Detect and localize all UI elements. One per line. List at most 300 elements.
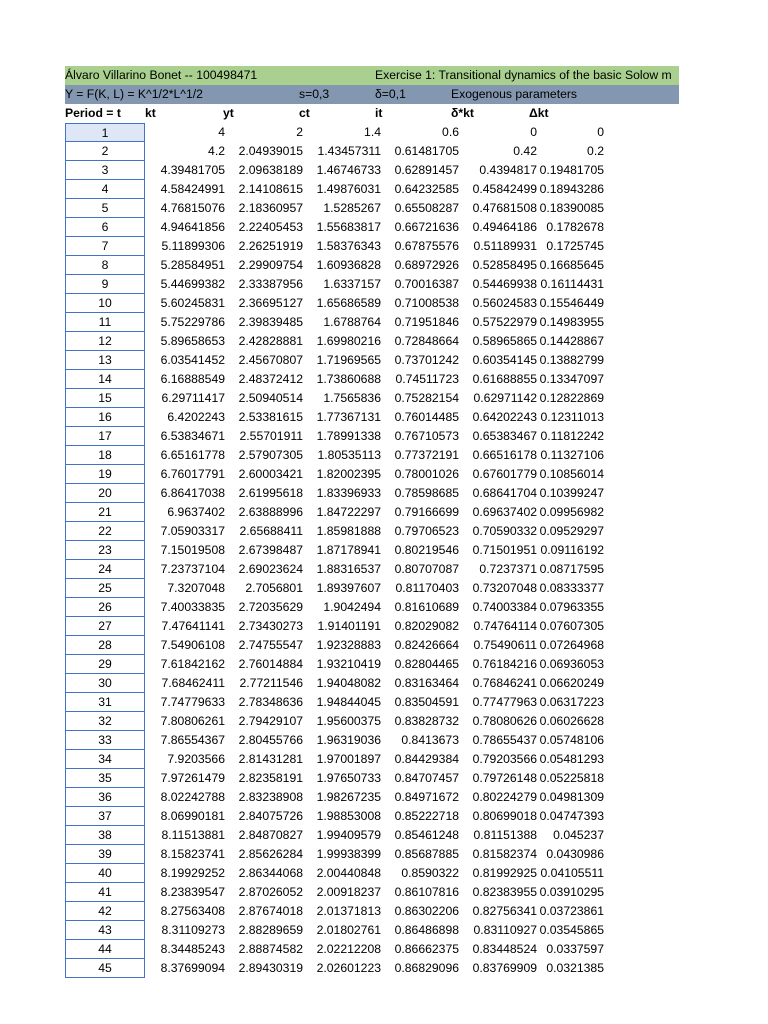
cell-change-kt[interactable]: 0.14983955 — [539, 315, 604, 329]
cell-it[interactable]: 0.71951846 — [394, 315, 459, 329]
cell-it[interactable]: 0.6 — [442, 125, 459, 139]
cell-kt[interactable]: 7.3207048 — [167, 581, 225, 595]
cell-kt[interactable]: 6.53834671 — [160, 429, 225, 443]
cell-kt[interactable]: 7.47641141 — [161, 619, 225, 633]
cell-kt[interactable]: 7.54906108 — [160, 638, 225, 652]
cell-period[interactable]: 25 — [65, 579, 145, 598]
cell-change-kt[interactable]: 0.18390085 — [539, 201, 604, 215]
cell-delta-kt[interactable]: 0.60354145 — [472, 353, 537, 367]
cell-change-kt[interactable]: 0.04981309 — [539, 790, 604, 804]
cell-it[interactable]: 0.85687885 — [394, 847, 459, 861]
cell-delta-kt[interactable]: 0.83110927 — [473, 923, 537, 937]
cell-ct[interactable]: 1.6337157 — [323, 277, 381, 291]
cell-it[interactable]: 0.79706523 — [394, 524, 459, 538]
cell-delta-kt[interactable]: 0.54469938 — [472, 277, 537, 291]
cell-it[interactable]: 0.79166699 — [394, 505, 459, 519]
cell-kt[interactable]: 6.4202243 — [167, 410, 225, 424]
cell-yt[interactable]: 2.26251919 — [238, 239, 303, 253]
cell-kt[interactable]: 8.15823741 — [160, 847, 225, 861]
cell-it[interactable]: 0.70016387 — [394, 277, 459, 291]
cell-yt[interactable]: 2.57907305 — [238, 448, 303, 462]
cell-change-kt[interactable]: 0.03910295 — [539, 885, 604, 899]
cell-change-kt[interactable]: 0.14428867 — [539, 334, 604, 348]
cell-delta-kt[interactable]: 0.7237371 — [479, 562, 537, 576]
cell-period[interactable]: 37 — [65, 807, 145, 826]
cell-yt[interactable]: 2.39839485 — [238, 315, 303, 329]
cell-change-kt[interactable]: 0.06317223 — [539, 695, 604, 709]
cell-delta-kt[interactable]: 0.82383955 — [472, 885, 537, 899]
cell-ct[interactable]: 1.78991338 — [316, 429, 381, 443]
cell-kt[interactable]: 8.37699094 — [160, 961, 225, 975]
cell-period[interactable]: 43 — [65, 921, 145, 940]
cell-delta-kt[interactable]: 0.47681508 — [472, 201, 537, 215]
cell-kt[interactable]: 6.16888549 — [160, 372, 225, 386]
cell-ct[interactable]: 1.98853008 — [316, 809, 381, 823]
cell-period[interactable]: 45 — [65, 959, 145, 978]
cell-change-kt[interactable]: 0.04747393 — [539, 809, 604, 823]
cell-period[interactable]: 15 — [65, 389, 145, 408]
cell-ct[interactable]: 1.6788764 — [323, 315, 381, 329]
cell-it[interactable]: 0.8413673 — [401, 733, 459, 747]
cell-yt[interactable]: 2.7056801 — [245, 581, 303, 595]
cell-change-kt[interactable]: 0.04105511 — [540, 866, 604, 880]
cell-kt[interactable]: 7.15019508 — [160, 543, 225, 557]
cell-kt[interactable]: 5.60245831 — [160, 296, 225, 310]
cell-delta-kt[interactable]: 0.45842499 — [472, 182, 537, 196]
cell-change-kt[interactable]: 0.13347097 — [539, 372, 604, 386]
cell-ct[interactable]: 1.87178941 — [316, 543, 381, 557]
cell-it[interactable]: 0.83163464 — [394, 676, 459, 690]
cell-change-kt[interactable]: 0.11812242 — [540, 429, 604, 443]
cell-kt[interactable]: 5.75229786 — [160, 315, 225, 329]
cell-period[interactable]: 11 — [65, 313, 145, 332]
header-it[interactable]: it — [375, 106, 383, 120]
cell-it[interactable]: 0.86107816 — [394, 885, 459, 899]
cell-kt[interactable]: 5.89658653 — [160, 334, 225, 348]
cell-period[interactable]: 32 — [65, 712, 145, 731]
cell-yt[interactable]: 2.88874582 — [238, 942, 303, 956]
cell-change-kt[interactable]: 0.0321385 — [546, 961, 604, 975]
savings-rate-cell[interactable]: s=0,3 — [299, 87, 330, 101]
cell-it[interactable]: 0.86829096 — [394, 961, 459, 975]
cell-ct[interactable]: 1.99938399 — [316, 847, 381, 861]
cell-period[interactable]: 27 — [65, 617, 145, 636]
cell-kt[interactable]: 7.68462411 — [161, 676, 225, 690]
cell-period[interactable]: 28 — [65, 636, 145, 655]
cell-it[interactable]: 0.81170403 — [395, 581, 459, 595]
cell-it[interactable]: 0.71008538 — [394, 296, 459, 310]
cell-period[interactable]: 36 — [65, 788, 145, 807]
cell-yt[interactable]: 2.65688411 — [239, 524, 303, 538]
cell-kt[interactable]: 6.29711417 — [161, 391, 225, 405]
cell-change-kt[interactable]: 0.045237 — [553, 828, 604, 842]
cell-it[interactable]: 0.75282154 — [394, 391, 459, 405]
cell-ct[interactable]: 1.5285267 — [323, 201, 381, 215]
cell-ct[interactable]: 1.69980216 — [316, 334, 381, 348]
cell-delta-kt[interactable]: 0.58965865 — [472, 334, 537, 348]
cell-kt[interactable]: 5.11899306 — [161, 239, 225, 253]
cell-delta-kt[interactable]: 0.73207048 — [472, 581, 537, 595]
cell-yt[interactable]: 2.69023624 — [238, 562, 303, 576]
cell-kt[interactable]: 7.86554367 — [160, 733, 225, 747]
cell-kt[interactable]: 7.23737104 — [160, 562, 225, 576]
cell-it[interactable]: 0.85222718 — [394, 809, 459, 823]
cell-change-kt[interactable]: 0.07963355 — [539, 600, 604, 614]
cell-period[interactable]: 5 — [65, 199, 145, 218]
cell-change-kt[interactable]: 0.03723861 — [539, 904, 604, 918]
cell-it[interactable]: 0.77372191 — [394, 448, 459, 462]
cell-delta-kt[interactable]: 0.57522979 — [472, 315, 537, 329]
cell-period[interactable]: 2 — [65, 142, 145, 161]
cell-delta-kt[interactable]: 0 — [530, 125, 537, 139]
header-delta-kt[interactable]: δ*kt — [451, 106, 474, 120]
cell-period[interactable]: 12 — [65, 332, 145, 351]
cell-kt[interactable]: 7.05903317 — [160, 524, 225, 538]
cell-it[interactable]: 0.61481705 — [394, 144, 459, 158]
cell-change-kt[interactable]: 0.15546449 — [539, 296, 604, 310]
cell-period[interactable]: 31 — [65, 693, 145, 712]
cell-change-kt[interactable]: 0.1782678 — [546, 220, 604, 234]
cell-yt[interactable]: 2.09638189 — [238, 163, 303, 177]
cell-yt[interactable]: 2.33387956 — [238, 277, 303, 291]
exercise-title-cell[interactable]: Exercise 1: Transitional dynamics of the basic Solow m — [375, 68, 672, 82]
cell-change-kt[interactable]: 0 — [597, 125, 604, 139]
cell-yt[interactable]: 2.04939015 — [238, 144, 303, 158]
cell-change-kt[interactable]: 0.19481705 — [539, 163, 604, 177]
cell-yt[interactable]: 2.60003421 — [238, 467, 303, 481]
cell-period[interactable]: 38 — [65, 826, 145, 845]
cell-ct[interactable]: 1.99409579 — [316, 828, 381, 842]
cell-delta-kt[interactable]: 0.68641704 — [472, 486, 537, 500]
cell-it[interactable]: 0.72848664 — [394, 334, 459, 348]
cell-yt[interactable]: 2.80455766 — [238, 733, 303, 747]
cell-change-kt[interactable]: 0.06936053 — [539, 657, 604, 671]
cell-delta-kt[interactable]: 0.61688855 — [472, 372, 537, 386]
cell-ct[interactable]: 1.46746733 — [316, 163, 381, 177]
cell-period[interactable]: 39 — [65, 845, 145, 864]
cell-kt[interactable]: 7.9203566 — [167, 752, 225, 766]
cell-yt[interactable]: 2.22405453 — [238, 220, 303, 234]
cell-change-kt[interactable]: 0.05748106 — [539, 733, 604, 747]
cell-yt[interactable]: 2.79429107 — [238, 714, 303, 728]
cell-delta-kt[interactable]: 0.80699018 — [472, 809, 537, 823]
cell-yt[interactable]: 2.50940514 — [238, 391, 303, 405]
cell-it[interactable]: 0.84429384 — [394, 752, 459, 766]
cell-yt[interactable]: 2.67398487 — [238, 543, 303, 557]
cell-ct[interactable]: 1.65686589 — [316, 296, 381, 310]
cell-delta-kt[interactable]: 0.78655437 — [472, 733, 537, 747]
cell-it[interactable]: 0.86662375 — [394, 942, 459, 956]
cell-change-kt[interactable]: 0.09529297 — [539, 524, 604, 538]
cell-change-kt[interactable]: 0.1725745 — [546, 239, 604, 253]
cell-period[interactable]: 42 — [65, 902, 145, 921]
cell-it[interactable]: 0.68972926 — [394, 258, 459, 272]
cell-it[interactable]: 0.83504591 — [394, 695, 459, 709]
cell-ct[interactable]: 1.77367131 — [316, 410, 381, 424]
cell-ct[interactable]: 2.00440848 — [316, 866, 381, 880]
cell-kt[interactable]: 7.40033835 — [160, 600, 225, 614]
header-ct[interactable]: ct — [299, 106, 310, 120]
cell-period[interactable]: 24 — [65, 560, 145, 579]
cell-ct[interactable]: 2.02601223 — [316, 961, 381, 975]
author-cell[interactable]: Álvaro Villarino Bonet -- 100498471 — [65, 68, 258, 82]
cell-yt[interactable]: 2.87674018 — [238, 904, 303, 918]
cell-delta-kt[interactable]: 0.76846241 — [472, 676, 537, 690]
cell-yt[interactable]: 2.74755547 — [238, 638, 303, 652]
cell-yt[interactable]: 2.86344068 — [238, 866, 303, 880]
cell-it[interactable]: 0.81610689 — [394, 600, 459, 614]
header-period[interactable]: Period = t — [65, 106, 121, 120]
cell-yt[interactable]: 2.53381615 — [238, 410, 303, 424]
cell-delta-kt[interactable]: 0.78080626 — [472, 714, 537, 728]
cell-it[interactable]: 0.62891457 — [394, 163, 459, 177]
cell-change-kt[interactable]: 0.05225818 — [539, 771, 604, 785]
cell-delta-kt[interactable]: 0.69637402 — [472, 505, 537, 519]
cell-period[interactable]: 34 — [65, 750, 145, 769]
cell-yt[interactable]: 2.89430319 — [238, 961, 303, 975]
cell-change-kt[interactable]: 0.16114431 — [540, 277, 604, 291]
cell-kt[interactable]: 4.58424991 — [160, 182, 225, 196]
cell-kt[interactable]: 5.28584951 — [160, 258, 225, 272]
cell-it[interactable]: 0.84971672 — [394, 790, 459, 804]
cell-change-kt[interactable]: 0.0337597 — [546, 942, 604, 956]
cell-ct[interactable]: 2.01371813 — [316, 904, 381, 918]
cell-it[interactable]: 0.78598685 — [394, 486, 459, 500]
cell-period[interactable]: 30 — [65, 674, 145, 693]
cell-period[interactable]: 17 — [65, 427, 145, 446]
cell-it[interactable]: 0.73701242 — [394, 353, 459, 367]
cell-ct[interactable]: 1.94844045 — [316, 695, 381, 709]
cell-delta-kt[interactable]: 0.67601779 — [472, 467, 537, 481]
cell-period[interactable]: 18 — [65, 446, 145, 465]
cell-ct[interactable]: 1.88316537 — [316, 562, 381, 576]
header-change-kt[interactable]: Δkt — [529, 106, 549, 120]
cell-period[interactable]: 7 — [65, 237, 145, 256]
cell-it[interactable]: 0.78001026 — [394, 467, 459, 481]
cell-change-kt[interactable]: 0.06620249 — [539, 676, 604, 690]
cell-delta-kt[interactable]: 0.51189931 — [473, 239, 537, 253]
cell-change-kt[interactable]: 0.08717595 — [539, 562, 604, 576]
cell-period[interactable]: 20 — [65, 484, 145, 503]
cell-ct[interactable]: 1.60936828 — [316, 258, 381, 272]
cell-delta-kt[interactable]: 0.80224279 — [472, 790, 537, 804]
cell-delta-kt[interactable]: 0.71501951 — [472, 543, 537, 557]
cell-ct[interactable]: 1.80535113 — [317, 448, 381, 462]
cell-yt[interactable]: 2.29909754 — [238, 258, 303, 272]
cell-ct[interactable]: 2.01802761 — [316, 923, 381, 937]
cell-kt[interactable]: 8.31109273 — [161, 923, 225, 937]
cell-ct[interactable]: 2.00918237 — [316, 885, 381, 899]
header-kt[interactable]: kt — [145, 106, 156, 120]
cell-kt[interactable]: 8.23839547 — [160, 885, 225, 899]
cell-kt[interactable]: 8.34485243 — [160, 942, 225, 956]
cell-delta-kt[interactable]: 0.66516178 — [472, 448, 537, 462]
cell-it[interactable]: 0.67875576 — [394, 239, 459, 253]
cell-period[interactable]: 1 — [65, 123, 145, 142]
cell-yt[interactable]: 2.48372412 — [238, 372, 303, 386]
cell-it[interactable]: 0.76710573 — [394, 429, 459, 443]
cell-delta-kt[interactable]: 0.42 — [513, 144, 537, 158]
cell-ct[interactable]: 1.55683817 — [316, 220, 381, 234]
cell-yt[interactable]: 2.76014884 — [238, 657, 303, 671]
cell-yt[interactable]: 2.85626284 — [238, 847, 303, 861]
cell-it[interactable]: 0.66721636 — [394, 220, 459, 234]
cell-yt[interactable]: 2.18360957 — [238, 201, 303, 215]
cell-it[interactable]: 0.80707087 — [394, 562, 459, 576]
cell-change-kt[interactable]: 0.16685645 — [539, 258, 604, 272]
cell-change-kt[interactable]: 0.09116192 — [540, 543, 604, 557]
cell-it[interactable]: 0.85461248 — [394, 828, 459, 842]
cell-kt[interactable]: 7.80806261 — [160, 714, 225, 728]
cell-kt[interactable]: 6.65161778 — [160, 448, 225, 462]
cell-yt[interactable]: 2.14108615 — [238, 182, 303, 196]
cell-yt[interactable]: 2.84870827 — [238, 828, 303, 842]
cell-ct[interactable]: 1.97001897 — [316, 752, 381, 766]
cell-ct[interactable]: 1.7565836 — [323, 391, 381, 405]
cell-delta-kt[interactable]: 0.81582374 — [472, 847, 537, 861]
cell-kt[interactable]: 4 — [218, 125, 225, 139]
cell-delta-kt[interactable]: 0.81151388 — [473, 828, 537, 842]
cell-delta-kt[interactable]: 0.79726148 — [472, 771, 537, 785]
cell-delta-kt[interactable]: 0.79203566 — [472, 752, 537, 766]
cell-it[interactable]: 0.84707457 — [394, 771, 459, 785]
cell-ct[interactable]: 1.95600375 — [316, 714, 381, 728]
cell-ct[interactable]: 1.4 — [364, 125, 381, 139]
cell-it[interactable]: 0.64232585 — [394, 182, 459, 196]
cell-delta-kt[interactable]: 0.65383467 — [472, 429, 537, 443]
cell-kt[interactable]: 6.76017791 — [160, 467, 225, 481]
cell-period[interactable]: 3 — [65, 161, 145, 180]
cell-change-kt[interactable]: 0.07264968 — [539, 638, 604, 652]
cell-yt[interactable]: 2.73430273 — [238, 619, 303, 633]
cell-period[interactable]: 9 — [65, 275, 145, 294]
cell-ct[interactable]: 1.94048082 — [316, 676, 381, 690]
cell-yt[interactable]: 2.88289659 — [238, 923, 303, 937]
cell-kt[interactable]: 4.2 — [208, 144, 225, 158]
cell-period[interactable]: 19 — [65, 465, 145, 484]
cell-delta-kt[interactable]: 0.56024583 — [472, 296, 537, 310]
cell-period[interactable]: 44 — [65, 940, 145, 959]
cell-yt[interactable]: 2.63888996 — [238, 505, 303, 519]
cell-yt[interactable]: 2.61995618 — [238, 486, 303, 500]
cell-period[interactable]: 41 — [65, 883, 145, 902]
cell-ct[interactable]: 1.58376343 — [316, 239, 381, 253]
cell-delta-kt[interactable]: 0.77477963 — [472, 695, 537, 709]
cell-change-kt[interactable]: 0.12822869 — [539, 391, 604, 405]
cell-kt[interactable]: 7.74779633 — [160, 695, 225, 709]
cell-it[interactable]: 0.80219546 — [394, 543, 459, 557]
cell-change-kt[interactable]: 0.13882799 — [539, 353, 604, 367]
cell-ct[interactable]: 1.82002395 — [316, 467, 381, 481]
cell-kt[interactable]: 4.39481705 — [160, 163, 225, 177]
cell-it[interactable]: 0.65508287 — [394, 201, 459, 215]
header-yt[interactable]: yt — [223, 106, 234, 120]
cell-period[interactable]: 26 — [65, 598, 145, 617]
cell-yt[interactable]: 2.45670807 — [238, 353, 303, 367]
cell-it[interactable]: 0.83828732 — [394, 714, 459, 728]
cell-delta-kt[interactable]: 0.83448524 — [472, 942, 537, 956]
cell-period[interactable]: 4 — [65, 180, 145, 199]
cell-period[interactable]: 8 — [65, 256, 145, 275]
cell-ct[interactable]: 1.73860688 — [316, 372, 381, 386]
cell-delta-kt[interactable]: 0.74764114 — [473, 619, 537, 633]
cell-change-kt[interactable]: 0.08333377 — [539, 581, 604, 595]
cell-kt[interactable]: 6.03541452 — [160, 353, 225, 367]
cell-it[interactable]: 0.86302206 — [394, 904, 459, 918]
cell-yt[interactable]: 2.82358191 — [238, 771, 303, 785]
cell-kt[interactable]: 8.19929252 — [160, 866, 225, 880]
cell-delta-kt[interactable]: 0.83769909 — [472, 961, 537, 975]
cell-it[interactable]: 0.82029082 — [394, 619, 459, 633]
cell-ct[interactable]: 2.02212208 — [316, 942, 381, 956]
cell-delta-kt[interactable]: 0.62971142 — [473, 391, 537, 405]
cell-ct[interactable]: 1.84722297 — [316, 505, 381, 519]
cell-change-kt[interactable]: 0.10856014 — [539, 467, 604, 481]
cell-it[interactable]: 0.86486898 — [394, 923, 459, 937]
cell-delta-kt[interactable]: 0.82756341 — [472, 904, 537, 918]
cell-yt[interactable]: 2.72035629 — [238, 600, 303, 614]
cell-yt[interactable]: 2 — [296, 125, 303, 139]
cell-period[interactable]: 35 — [65, 769, 145, 788]
cell-ct[interactable]: 1.89397607 — [316, 581, 381, 595]
cell-yt[interactable]: 2.83238908 — [238, 790, 303, 804]
cell-change-kt[interactable]: 0.12311013 — [540, 410, 604, 424]
exogenous-parameters-label[interactable]: Exogenous parameters — [451, 87, 578, 101]
cell-ct[interactable]: 1.49876031 — [316, 182, 381, 196]
cell-it[interactable]: 0.76014485 — [394, 410, 459, 424]
cell-change-kt[interactable]: 0.07607305 — [539, 619, 604, 633]
cell-ct[interactable]: 1.97650733 — [316, 771, 381, 785]
cell-yt[interactable]: 2.81431281 — [238, 752, 303, 766]
production-function-cell[interactable]: Y = F(K, L) = K^1/2*L^1/2 — [65, 87, 203, 101]
cell-kt[interactable]: 4.76815076 — [160, 201, 225, 215]
cell-delta-kt[interactable]: 0.64202243 — [472, 410, 537, 424]
cell-kt[interactable]: 4.94641856 — [160, 220, 225, 234]
cell-kt[interactable]: 6.9637402 — [167, 505, 225, 519]
cell-change-kt[interactable]: 0.06026628 — [539, 714, 604, 728]
cell-period[interactable]: 33 — [65, 731, 145, 750]
cell-ct[interactable]: 1.9042494 — [323, 600, 381, 614]
cell-period[interactable]: 29 — [65, 655, 145, 674]
cell-period[interactable]: 6 — [65, 218, 145, 237]
cell-delta-kt[interactable]: 0.49464186 — [472, 220, 537, 234]
cell-change-kt[interactable]: 0.18943286 — [539, 182, 604, 196]
cell-period[interactable]: 40 — [65, 864, 145, 883]
cell-change-kt[interactable]: 0.03545865 — [539, 923, 604, 937]
cell-change-kt[interactable]: 0.11327106 — [540, 448, 604, 462]
cell-ct[interactable]: 1.91401191 — [317, 619, 381, 633]
cell-change-kt[interactable]: 0.05481293 — [539, 752, 604, 766]
cell-yt[interactable]: 2.78348636 — [238, 695, 303, 709]
cell-kt[interactable]: 8.27563408 — [160, 904, 225, 918]
cell-period[interactable]: 10 — [65, 294, 145, 313]
cell-change-kt[interactable]: 0.2 — [587, 144, 604, 158]
cell-period[interactable]: 16 — [65, 408, 145, 427]
cell-kt[interactable]: 7.97261479 — [160, 771, 225, 785]
cell-period[interactable]: 13 — [65, 351, 145, 370]
cell-kt[interactable]: 8.02242788 — [160, 790, 225, 804]
cell-change-kt[interactable]: 0.0430986 — [546, 847, 604, 861]
cell-ct[interactable]: 1.92328883 — [316, 638, 381, 652]
cell-ct[interactable]: 1.43457311 — [317, 144, 381, 158]
cell-period[interactable]: 21 — [65, 503, 145, 522]
cell-ct[interactable]: 1.71969565 — [316, 353, 381, 367]
cell-delta-kt[interactable]: 0.76184216 — [472, 657, 537, 671]
cell-period[interactable]: 22 — [65, 522, 145, 541]
cell-delta-kt[interactable]: 0.4394817 — [479, 163, 537, 177]
cell-it[interactable]: 0.74511723 — [395, 372, 459, 386]
cell-delta-kt[interactable]: 0.75490611 — [473, 638, 537, 652]
